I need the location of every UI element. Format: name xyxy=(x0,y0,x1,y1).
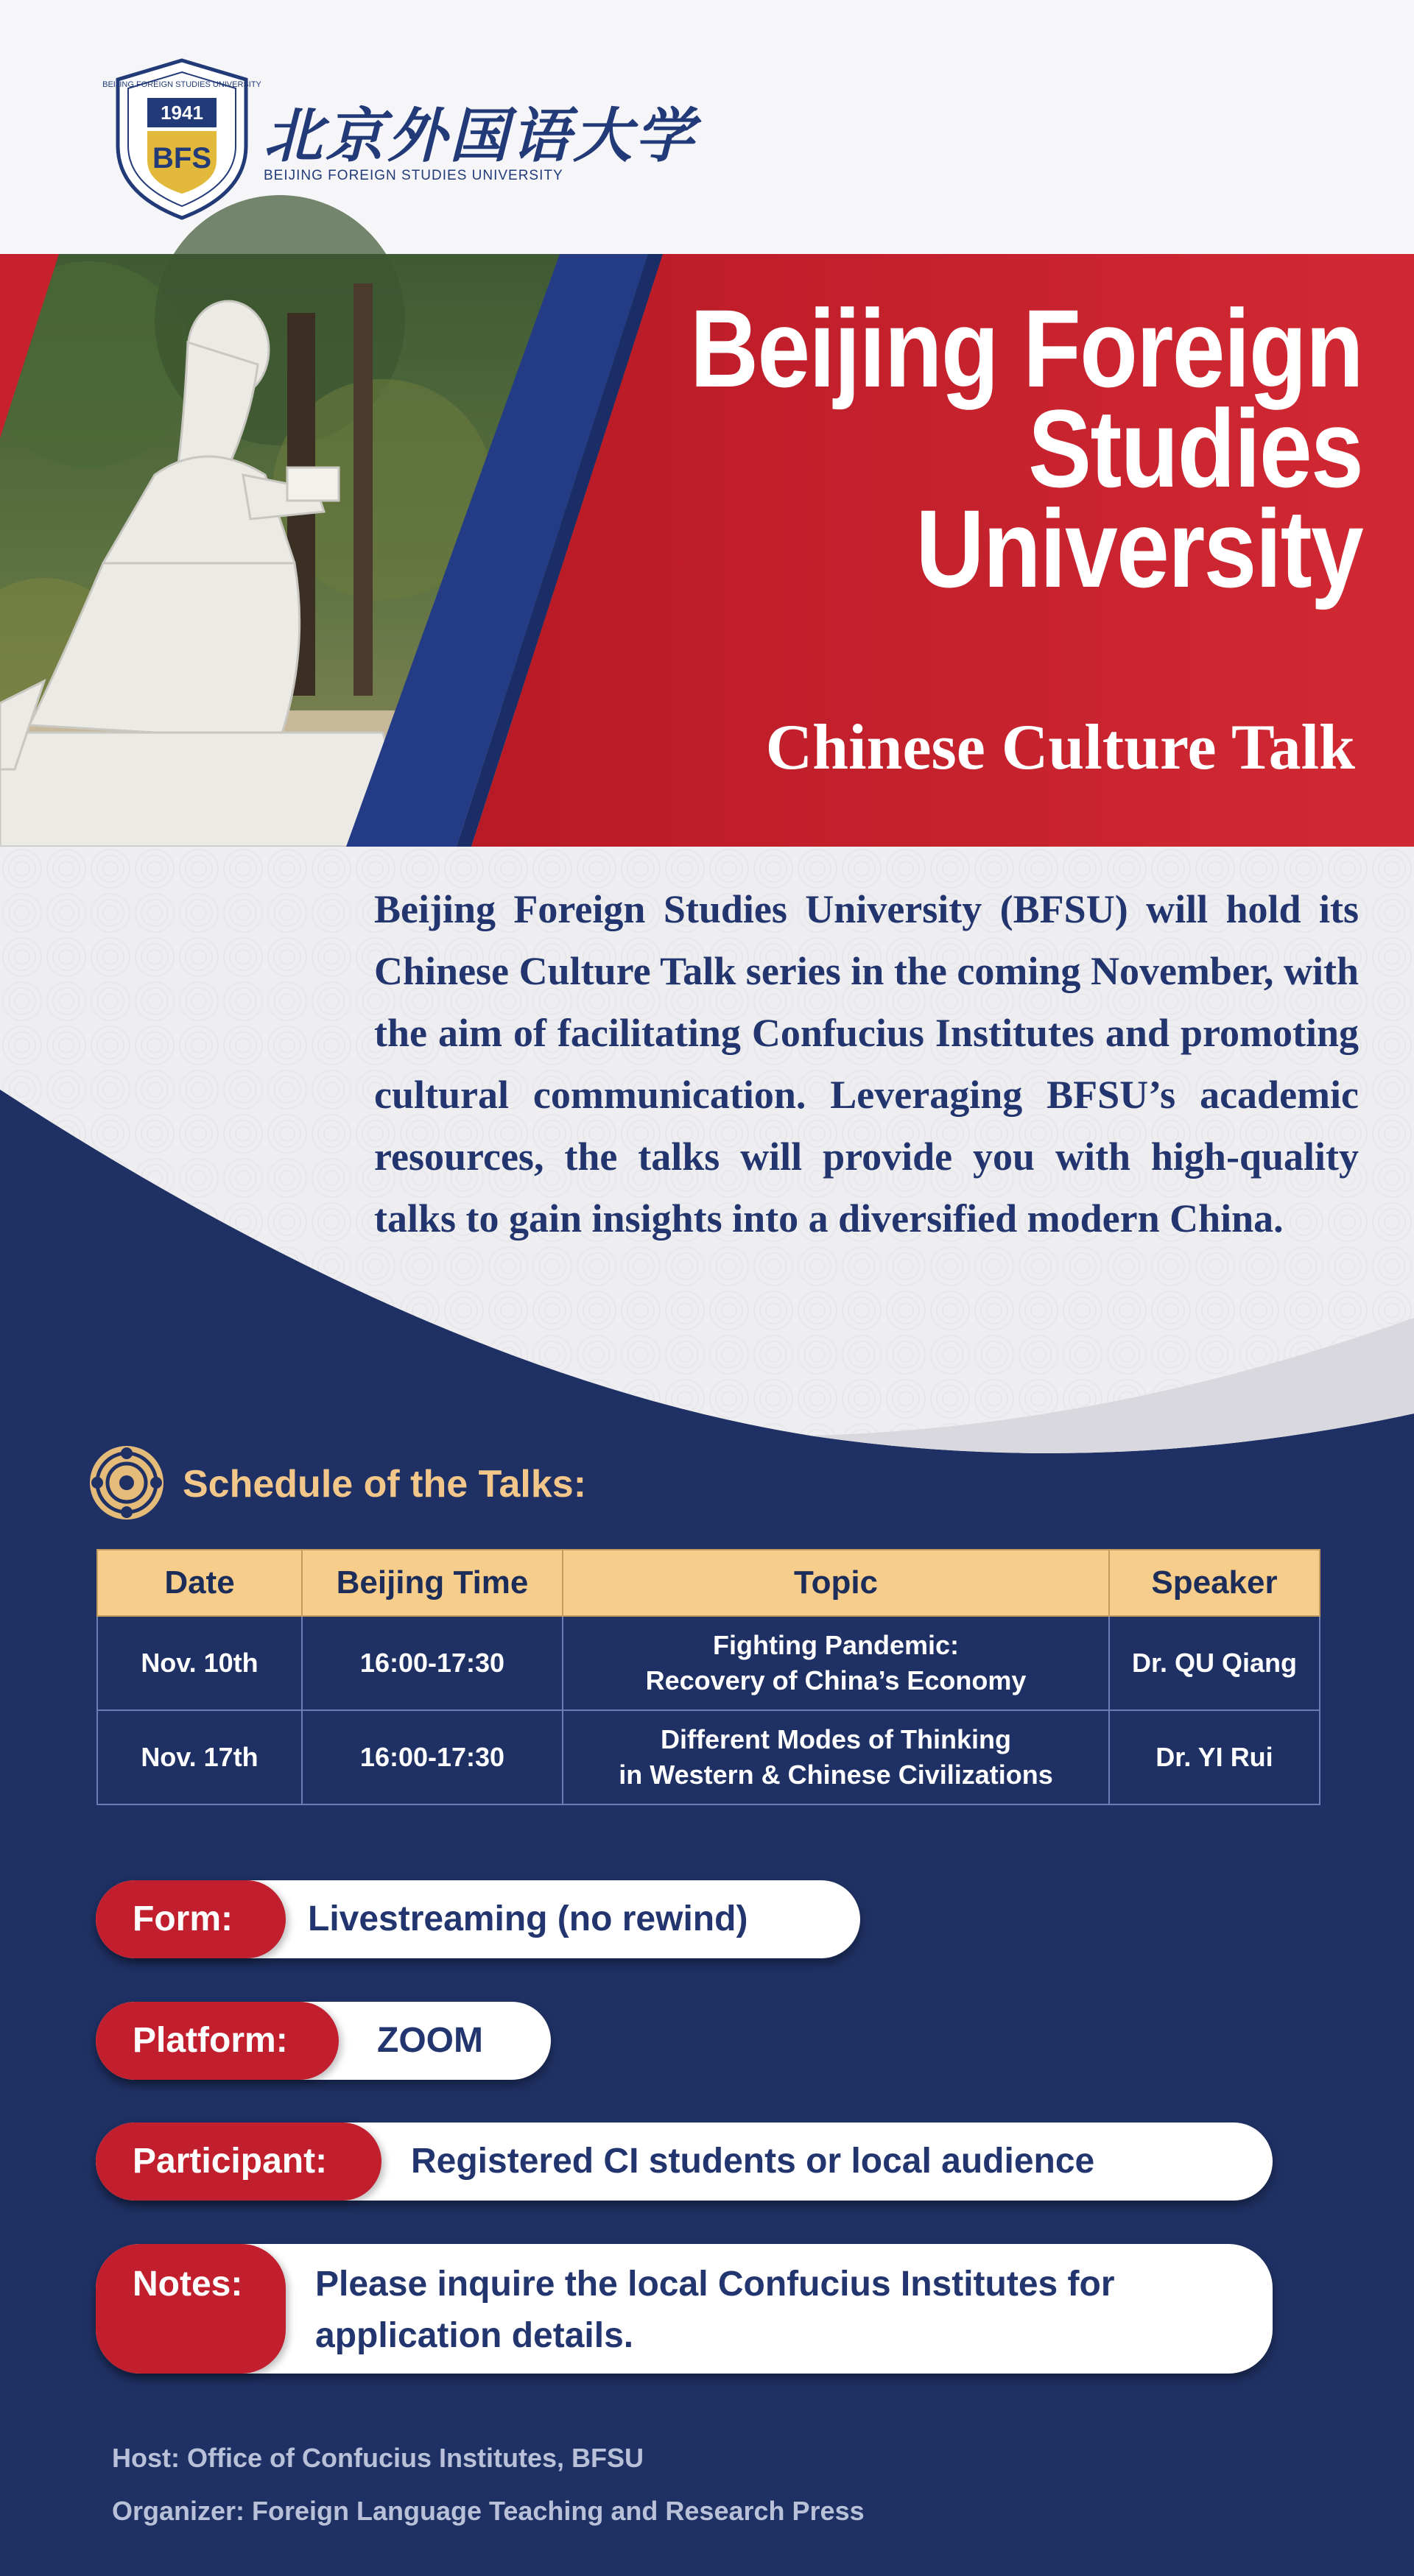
logo-chinese-name: 北京外国语大学 xyxy=(264,101,697,170)
participant-value: Registered CI students or local audience xyxy=(411,2142,1095,2181)
table-row xyxy=(97,1616,1320,1710)
notes-label: Notes: xyxy=(96,2244,286,2374)
form-label: Form: xyxy=(96,1880,286,1958)
notes-value: Please inquire the local Confucius Institutes for application details. xyxy=(315,2265,1115,2355)
footer-organizer: Organizer: Foreign Language Teaching and Research Press xyxy=(112,2496,865,2526)
row-topic xyxy=(563,1710,1109,1804)
logo-english-name: BEIJING FOREIGN STUDIES UNIVERSITY xyxy=(264,168,563,183)
platform-label: Platform: xyxy=(96,2002,339,2080)
topic-line: Recovery of China’s Economy xyxy=(645,1665,1027,1695)
header-speaker: Speaker xyxy=(1109,1550,1320,1616)
row-speaker: Dr. QU Qiang xyxy=(1109,1616,1320,1710)
topic-line: Fighting Pandemic: xyxy=(712,1630,959,1660)
university-logo xyxy=(102,57,848,227)
topic-line: Different Modes of Thinking xyxy=(661,1724,1011,1754)
schedule-table xyxy=(96,1549,1320,1805)
hero-subtitle: Chinese Culture Talk xyxy=(765,712,1355,783)
row-topic xyxy=(563,1616,1109,1710)
row-time: 16:00-17:30 xyxy=(302,1710,563,1804)
hero-banner xyxy=(0,254,1414,847)
topic-line: in Western & Chinese Civilizations xyxy=(619,1760,1053,1790)
schedule-title: Schedule of the Talks: xyxy=(183,1463,587,1506)
footer-host: Host: Office of Confucius Institutes, BFSU xyxy=(112,2443,644,2473)
seal-year: 1941 xyxy=(161,102,203,124)
form-value: Livestreaming (no rewind) xyxy=(308,1899,748,1938)
row-date: Nov. 10th xyxy=(97,1616,302,1710)
header-topic: Topic xyxy=(563,1550,1109,1616)
seal-letters: BFS xyxy=(152,142,211,174)
participant-label: Participant: xyxy=(96,2122,381,2201)
table-header-row xyxy=(97,1550,1320,1616)
header-time: Beijing Time xyxy=(302,1550,563,1616)
seal-ring-text: BEIJING FOREIGN STUDIES UNIVERSITY xyxy=(102,80,261,89)
row-speaker: Dr. YI Rui xyxy=(1109,1710,1320,1804)
table-row xyxy=(97,1710,1320,1804)
row-time: 16:00-17:30 xyxy=(302,1616,563,1710)
header-date: Date xyxy=(97,1550,302,1616)
intro-paragraph: Beijing Foreign Studies University (BFSU) will hold its Chinese Culture Talk series in the coming November, with the aim of facilitating Confucius Institutes and promoting cultural communication. Leveraging BFSU’s academic resources, the talks will provide you with high-quality talks to gain insights into a diversified modern China. xyxy=(374,887,1359,1241)
hero-title: Beijing Foreign Studies University xyxy=(689,286,1362,610)
university-seal-icon xyxy=(102,57,261,221)
platform-value: ZOOM xyxy=(377,2021,483,2060)
row-date: Nov. 17th xyxy=(97,1710,302,1804)
ornament-icon xyxy=(88,1444,165,1521)
